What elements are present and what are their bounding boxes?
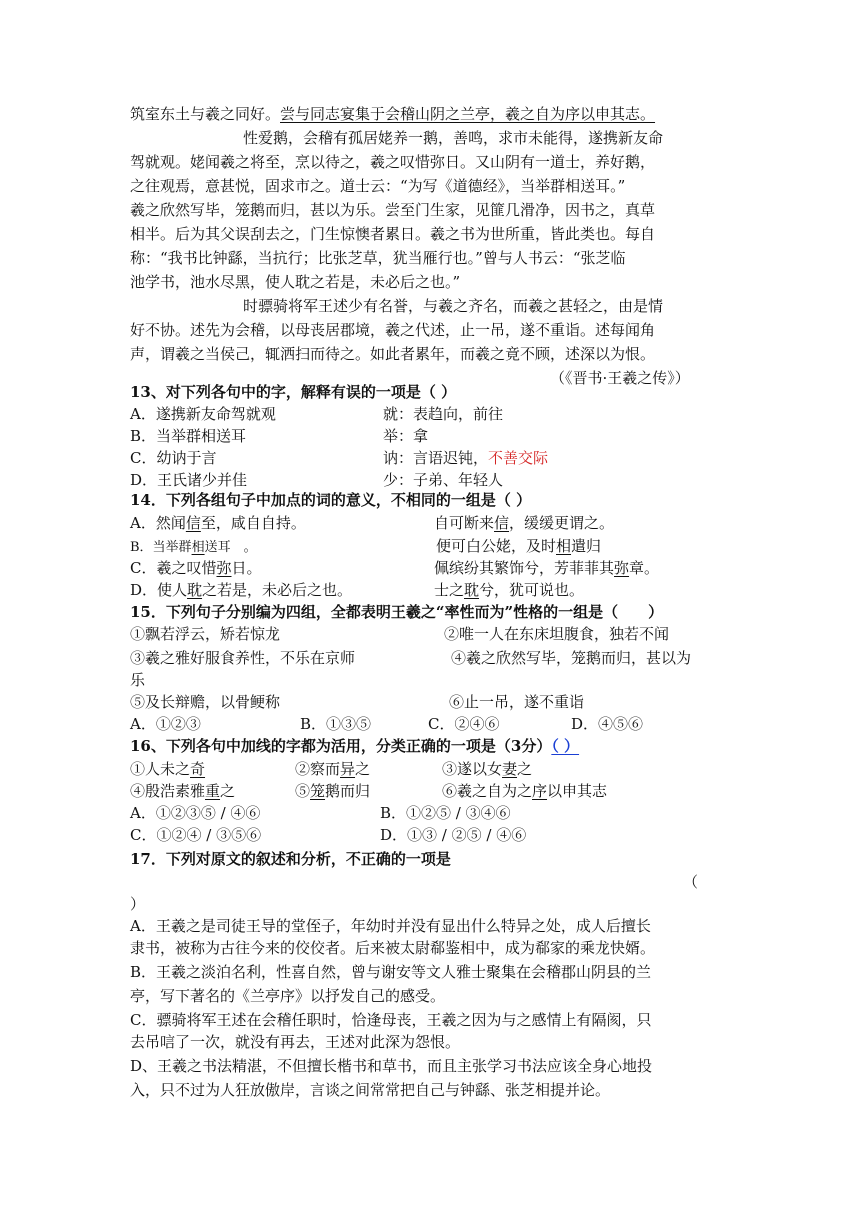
passage-line: 相半。后为其父误刮去之，门生惊懊者累日。羲之书为世所重，皆此类也。每自 — [130, 225, 656, 243]
option-d: D．使人耽之若是，未必后之也。 士之耽兮，犹可说也。 — [130, 581, 585, 599]
option-text: 去吊唁了一次，就没有再去，王述对此深为怨恨。 — [130, 1033, 461, 1051]
list-item: ⑤及长辩赡，以骨鲠称 ⑥止一吊，遂不重诣 — [130, 693, 585, 711]
option-text: 隶书，被称为古往今来的佼佼者。后来被太尉郗鉴相中，成为郗家的乘龙快婿。 — [130, 939, 656, 957]
passage-line: 性爱鹅，会稽有孤居姥养一鹅，善鸣，求市未能得，遂携新友命 — [243, 129, 664, 147]
option-a: A．遂携新友命驾就观 就：表趋向，前往 — [130, 405, 504, 423]
option-text: C．骠骑将军王述在会稽任职时，恰逢母丧，王羲之因为与之感情上有隔阂，只 — [130, 1011, 652, 1029]
option-text: A．王羲之是司徒王导的堂侄子，年幼时并没有显出什么特异之处，成人后擅长 — [130, 917, 651, 935]
red-text: 不善交际 — [488, 449, 549, 467]
passage-line: 驾就观。姥闻羲之将至，烹以待之，羲之叹惜弥日。又山阴有一道士，养好鹅， — [130, 153, 656, 171]
passage-line: 羲之欣然写毕，笼鹅而归，甚以为乐。尝至门生家，见篚几滑净，因书之，真草 — [130, 201, 656, 219]
passage-text: 筑室东土与羲之同好。 — [130, 105, 281, 123]
option-b: B．当举群相送耳 举：拿 — [130, 427, 429, 445]
question-15-stem: 15．下列句子分别编为四组，全都表明王羲之“率性而为”性格的一组是（ ） — [130, 603, 664, 621]
passage-line: 声，谓羲之当侯己，辄洒扫而待之。如此者累年，而羲之竟不顾，述深以为恨。 — [130, 345, 656, 363]
paren-close: ） — [130, 895, 146, 913]
passage-line: 称：“我书比钟繇，当抗行；比张芝草，犹当雁行也。”曾与人书云：“张芝临 — [130, 249, 626, 267]
option-c: C．幼讷于言 讷：言语迟钝，不善交际 — [130, 449, 549, 467]
question-16-stem: 16、下列各句中加线的字都为活用，分类正确的一项是（3分）（ ） — [130, 737, 580, 755]
question-14-stem: 14．下列各组句子中加点的词的意义，不相同的一组是（ ） — [130, 491, 532, 509]
answer-options: A．①②③ B．①③⑤ C．②④⑥ D．④⑤⑥ — [130, 715, 644, 733]
list-item: ①飘若浮云，矫若惊龙 ②唯一人在东床坦腹食，独若不闻 — [130, 625, 670, 643]
passage-line — [130, 103, 655, 125]
paren-open: （ — [683, 873, 699, 891]
answer-options: C．①②④ / ③⑤⑥ D．①③ / ②⑤ / ④⑥ — [130, 826, 527, 844]
answer-blank: （ ） — [551, 737, 580, 755]
list-item: 乐 — [130, 671, 146, 689]
answer-options: A．①②③⑤ / ④⑥ B．①②⑤ / ③④⑥ — [130, 804, 511, 822]
underlined-sentence: 尝与同志宴集于会稽山阴之兰亭，羲之自为序以申其志。 — [280, 105, 656, 123]
option-d: D．王氏诸少并佳 少：子弟、年轻人 — [130, 471, 504, 489]
passage-line: 时骠骑将军王述少有名誉，与羲之齐名，而羲之甚轻之，由是情 — [243, 297, 664, 315]
option-text: B．王羲之淡泊名利，性喜自然，曾与谢安等文人雅士聚集在会稽郡山阴县的兰 — [130, 963, 652, 981]
option-c: C．羲之叹惜弥日。 佩缤纷其繁饰兮，芳菲菲其弥章。 — [130, 559, 660, 577]
list-item: ④殷浩素雅重之 ⑤笼鹅而归 ⑥羲之自为之序以申其志 — [130, 782, 608, 800]
passage-line: 之往观焉，意甚悦，固求市之。道士云：“为写《道德经》，当举群相送耳。” — [130, 177, 626, 195]
list-item: ①人未之奇 ②察而异之 ③遂以女妻之 — [130, 760, 533, 778]
list-item: ③羲之雅好服食养性，不乐在京师 ④羲之欣然写毕，笼鹅而归，甚以为 — [130, 649, 692, 667]
passage-line: 池学书，池水尽黑，使人耽之若是，未必后之也。” — [130, 273, 461, 291]
option-text: D、王羲之书法精湛，不但擅长楷书和草书，而且主张学习书法应该全身心地投 — [130, 1057, 653, 1075]
question-17-stem: 17．下列对原文的叙述和分析，不正确的一项是 — [130, 850, 451, 868]
option-text: 入，只不过为人狂放傲岸，言谈之间常常把自己与钟繇、张芝相提并论。 — [130, 1081, 611, 1099]
question-13-stem: 13、对下列各句中的字，解释有误的一项是（ ） — [130, 383, 457, 401]
option-b: B．当举群相送耳 。 便可白公姥，及时相遣归 — [130, 537, 602, 555]
option-a: A．然闻信至，咸自自持。 自可断来信，缓缓更谓之。 — [130, 514, 615, 532]
option-text: 亭，写下著名的《兰亭序》以抒发自己的感受。 — [130, 987, 446, 1005]
passage-source: （《晋书·王羲之传》） — [550, 369, 690, 387]
passage-line: 好不协。述先为会稽，以母丧居郡境，羲之代述，止一吊，遂不重诣。述每闻角 — [130, 321, 656, 339]
